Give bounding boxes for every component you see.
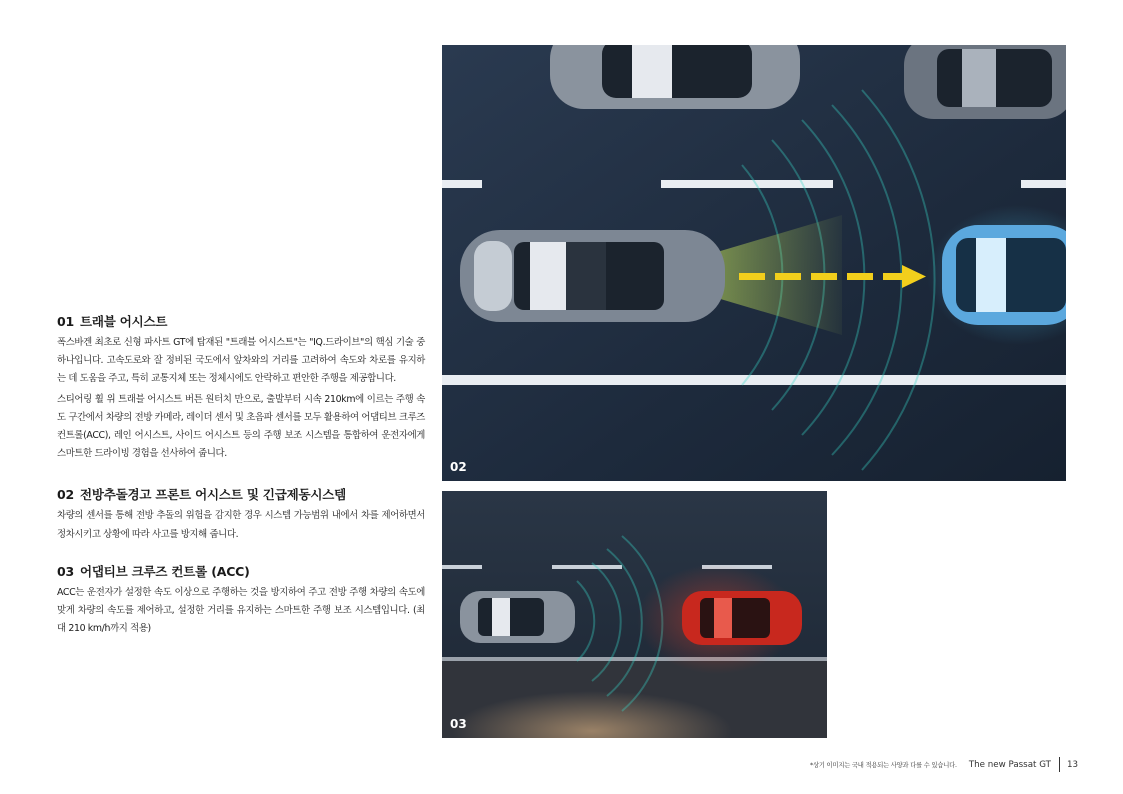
footer-divider [1059, 757, 1060, 772]
section-title: 전방추돌경고 프론트 어시스트 및 긴급제동시스템 [80, 487, 346, 503]
figure-travel-assist [442, 45, 1066, 481]
page-number: 13 [1066, 759, 1078, 770]
ego-car [460, 591, 575, 643]
text-column [57, 312, 425, 638]
lane-solid-line [442, 375, 1066, 385]
lead-car-red [682, 591, 802, 645]
travel-assist-illustration [442, 45, 1066, 481]
section-paragraph: 차량의 센서를 통해 전방 추돌의 위험을 감지한 경우 시스템 가능범위 내에서 차를 제어하면서 정차시키고 상황에 따라 사고를 방지해 줍니다. [57, 510, 425, 540]
section-title: 트래블 어시스트 [80, 314, 168, 329]
section-paragraph: 스티어링 휠 위 트래블 어시스트 버튼 원터치 만으로, 출발부터 시속 210km에 이르는 주행 속도 구간에서 차량의 전방 카메라, 레이더 센서 및 초음파 센서를 모두 활용하여 어댑티브 크루즈 컨트롤(ACC), 레인 어시스트, 사이드 어시스트 등의 주행 보조 시스템을 통합하여 운전자에게 스마트한 드라이빙 경험을 선사하여 줍니다. [57, 393, 425, 460]
section-heading [57, 485, 425, 503]
section-paragraph: ACC는 운전자가 설정한 속도 이상으로 주행하는 것을 방지하여 주고 전방 주행 차량의 속도에 맞게 차량의 속도를 제어하고, 설정한 거리를 유지하는 스마트한 주행 보조 시스템입니다. (최대 210 km/h까지 적용) [57, 586, 425, 635]
top-car-right [904, 45, 1066, 119]
section-number: 03 [57, 563, 74, 579]
figure-acc [442, 491, 827, 738]
section-travel-assist [57, 312, 425, 463]
section-heading [57, 312, 425, 330]
section-acc [57, 562, 425, 639]
disclaimer-note: *상기 이미지는 국내 적용되는 사양과 다를 수 있습니다. [810, 762, 957, 769]
section-front-assist [57, 485, 425, 543]
section-title: 어댑티브 크루즈 컨트롤 (ACC) [80, 563, 250, 579]
page-footer [810, 757, 1078, 772]
section-paragraph: 폭스바겐 최초로 신형 파사트 GT에 탑재된 "트래블 어시스트"는 "IQ.드라이브"의 핵심 기술 중 하나입니다. 고속도로와 잘 정비된 국도에서 앞차와의 거리를 고려하여 속도와 차로를 유지하는 데 도움을 주고, 특히 교통지체 또는 정체시에도 안락하고 편안한 주행을 제공합니다. [57, 337, 425, 385]
top-car-left [550, 45, 800, 109]
figure-label: 03 [450, 717, 467, 731]
section-number: 01 [57, 314, 74, 329]
model-name: The new Passat GT [968, 759, 1051, 770]
figure-label: 02 [450, 460, 467, 474]
acc-illustration [442, 491, 827, 738]
lead-car-blue [942, 225, 1066, 325]
section-number: 02 [57, 487, 74, 503]
section-heading [57, 562, 425, 580]
ego-car [460, 230, 725, 322]
